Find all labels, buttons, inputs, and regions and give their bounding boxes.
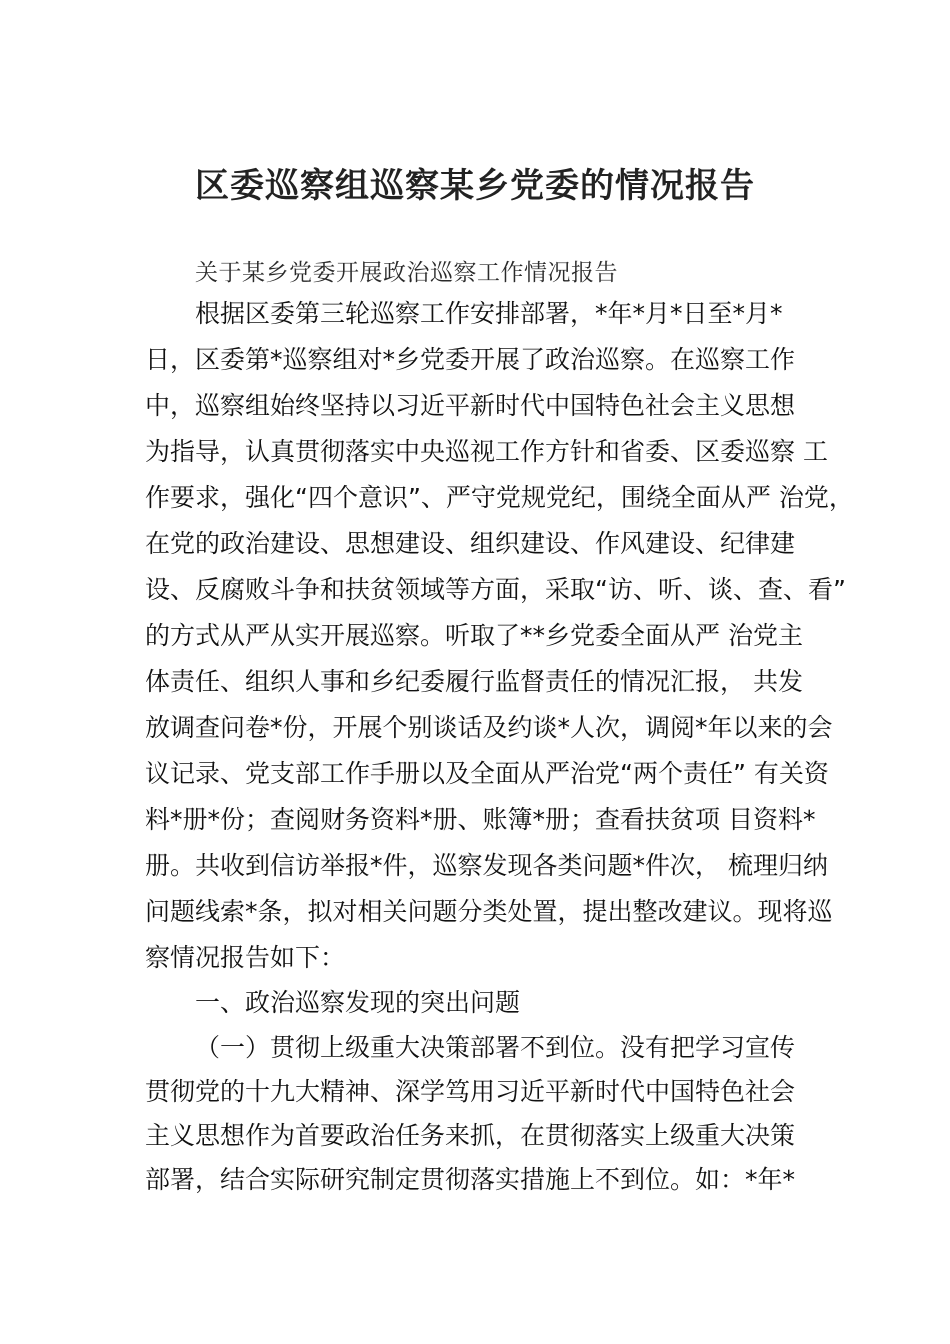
body-line: 的方式从严从实开展巡察。听取了**乡党委全面从严 治党主: [145, 621, 803, 650]
body-line: 为指导，认真贯彻落实中央巡视工作方针和省委、区委巡察 工: [145, 437, 828, 466]
body-line: 察情况报告如下：: [145, 943, 346, 972]
document-title: 区委巡察组巡察某乡党委的情况报告: [195, 166, 755, 206]
body-line: 设、反腐败斗争和扶贫领域等方面，采取“访、听、谈、查、看”: [145, 575, 846, 604]
body-line: 议记录、党支部工作手册以及全面从严治党“两个责任” 有关资: [145, 759, 829, 788]
body-line: 主义思想作为首要政治任务来抓，在贯彻落实上级重大决策: [145, 1121, 796, 1150]
body-line: （一）贯彻上级重大决策部署不到位。没有把学习宣传: [195, 1033, 796, 1062]
body-line: 问题线索*条，拟对相关问题分类处置，提出整改建议。现将巡: [145, 897, 833, 926]
body-line: 中，巡察组始终坚持以习近平新时代中国特色社会主义思想: [145, 391, 796, 420]
body-line: 根据区委第三轮巡察工作安排部署，*年*月*日至*月*: [195, 299, 783, 328]
body-line: 部署，结合实际研究制定贯彻落实措施上不到位。如：*年*: [145, 1165, 796, 1194]
body-line: 日，区委第*巡察组对*乡党委开展了政治巡察。在巡察工作: [145, 345, 796, 374]
body-line: 作要求，强化“四个意识”、严守党规党纪，围绕全面从严 治党，: [145, 483, 854, 512]
body-line: 料*册*份；查阅财务资料*册、账簿*册；查看扶贫项 目资料*: [145, 805, 816, 834]
document-subtitle: 关于某乡党委开展政治巡察工作情况报告: [195, 260, 618, 286]
body-line: 放调查问卷*份，开展个别谈话及约谈*人次，调阅*年以来的会: [145, 713, 833, 742]
section-heading: 一、政治巡察发现的突出问题: [195, 988, 521, 1017]
body-line: 体责任、组织人事和乡纪委履行监督责任的情况汇报， 共发: [145, 667, 803, 696]
body-line: 册。共收到信访举报*件，巡察发现各类问题*件次， 梳理归纳: [145, 851, 828, 880]
body-line: 在党的政治建设、思想建设、组织建设、作风建设、纪律建: [145, 529, 796, 558]
body-line: 贯彻党的十九大精神、深学笃用习近平新时代中国特色社会: [145, 1077, 796, 1106]
